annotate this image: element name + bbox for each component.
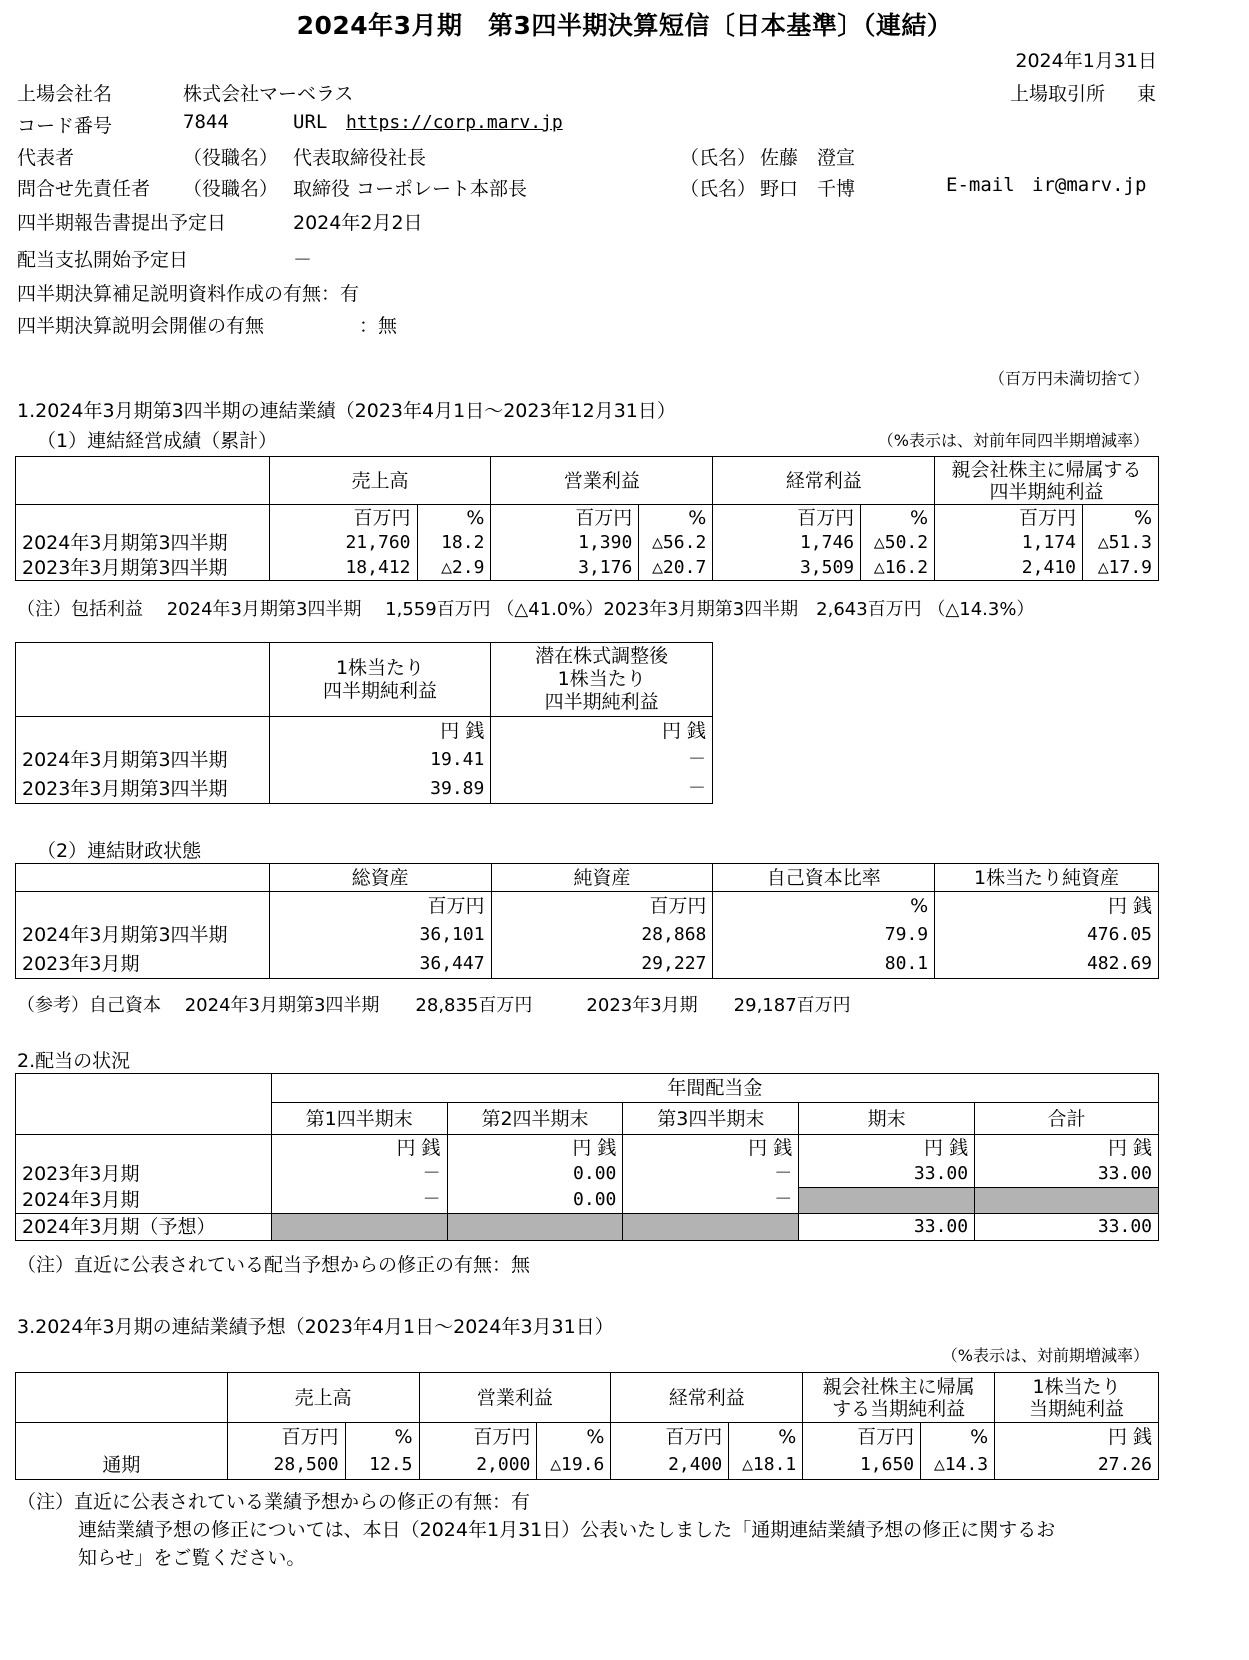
header-blank (16, 643, 270, 717)
header-net-profit-line1: 親会社株主に帰属 (822, 1375, 975, 1398)
company-name: 株式会社マーベラス (183, 83, 354, 105)
contact-name-label: （氏名） (680, 178, 757, 200)
contact-title: 取締役 コーポレート本部長 (293, 178, 528, 200)
header-ordinary-profit: 経常利益 (713, 457, 935, 505)
cell: 12.5 (345, 1451, 419, 1480)
header-net-profit (935, 457, 1159, 505)
unit-pct: % (639, 505, 713, 531)
header-equity-ratio: 自己資本比率 (713, 864, 935, 892)
unit-m: 百万円 (803, 1423, 921, 1452)
shaded-cell (447, 1214, 623, 1241)
briefing-label: 四半期決算説明会開催の有無 (17, 315, 265, 337)
table-row (16, 1451, 1159, 1480)
cell: － (623, 1187, 799, 1214)
cell: － (271, 1161, 447, 1187)
issue-date: 2024年1月31日 (1015, 50, 1157, 72)
shaded-cell (799, 1187, 975, 1214)
cell: 28,868 (491, 920, 713, 949)
header-eps (269, 643, 491, 717)
header-year-end: 期末 (799, 1103, 975, 1135)
header-net-profit-line1: 親会社株主に帰属する (951, 458, 1142, 481)
unit-row-blank (16, 892, 270, 921)
cell: － (491, 774, 713, 804)
code-value: 7844 (183, 111, 229, 133)
row-label: 2023年3月期 (16, 949, 270, 979)
cell: 21,760 (269, 530, 417, 555)
table-row (16, 555, 1159, 581)
cell: △19.6 (537, 1451, 611, 1480)
unit-m: 百万円 (713, 505, 861, 531)
cell: － (491, 745, 713, 774)
header-eps-line2: 当期純利益 (1029, 1397, 1125, 1420)
row-label: 2024年3月期（予想） (16, 1214, 272, 1241)
table-row (16, 1214, 1159, 1241)
unit-pct: % (1082, 505, 1158, 531)
forecast-note-1: （注）直近に公表されている業績予想からの修正の有無：有 (17, 1491, 531, 1513)
unit-yen: 円 銭 (623, 1135, 799, 1162)
row-label: 2023年3月期第3四半期 (16, 774, 270, 804)
header-blank (16, 457, 270, 505)
header-net-profit (803, 1373, 995, 1423)
header-diluted-line3: 四半期純利益 (544, 691, 659, 713)
exchange-label: 上場取引所 (1010, 83, 1106, 105)
unit-cell: 百万円 (491, 892, 713, 921)
unit-row-blank (16, 1423, 228, 1452)
row-label: 通期 (16, 1451, 228, 1480)
unit-pct: % (417, 505, 491, 531)
header-blank (16, 864, 270, 892)
forecast-note-2: 連結業績予想の修正については、本日（2024年1月31日）公表いたしました「通期連結業績予想の修正に関するお (78, 1519, 1056, 1541)
unit-pct: % (861, 505, 935, 531)
company-url-link[interactable]: https://corp.marv.jp (346, 112, 563, 133)
section1-pct-note: （%表示は、対前年同四半期増減率） (877, 431, 1149, 450)
unit-m: 百万円 (227, 1423, 345, 1452)
cell: 36,101 (269, 920, 491, 949)
cell: 29,227 (491, 949, 713, 979)
header-eps (995, 1373, 1159, 1423)
section1-sub2: （2）連結財政状態 (37, 840, 202, 862)
cell: － (271, 1187, 447, 1214)
header-eps-line1: 1株当たり (1032, 1375, 1121, 1398)
cell: 18,412 (269, 555, 417, 581)
unit-row-blank (16, 505, 270, 531)
cell: 2,410 (935, 555, 1083, 581)
code-label: コード番号 (17, 115, 113, 137)
header-net-profit-line2: 四半期純利益 (989, 480, 1104, 503)
row-label: 2023年3月期第3四半期 (16, 555, 270, 581)
rep-title: 代表取締役社長 (293, 147, 427, 169)
header-sales: 売上高 (227, 1373, 419, 1423)
cell: △20.7 (639, 555, 713, 581)
dividend-date-label: 配当支払開始予定日 (17, 249, 189, 271)
rounding-note: （百万円未満切捨て） (988, 369, 1149, 388)
unit-m: 百万円 (419, 1423, 537, 1452)
header-net-profit-line2: する当期純利益 (832, 1397, 966, 1420)
section1-heading: 1.2024年3月期第3四半期の連結業績（2023年4月1日～2023年12月31日） (17, 400, 676, 422)
unit-m: 百万円 (491, 505, 639, 531)
header-diluted-eps (491, 643, 713, 717)
report-date: 2024年2月2日 (293, 212, 423, 234)
briefing-value: ：無 (359, 315, 398, 337)
cell: 0.00 (447, 1187, 623, 1214)
cell: 2,000 (419, 1451, 537, 1480)
comprehensive-income-note: （注）包括利益 2024年3月期第3四半期 1,559百万円 （△41.0%）2023年3月期第3四半期 2,643百万円 （△14.3%） (17, 599, 1035, 620)
cell: － (623, 1161, 799, 1187)
exchange-value: 東 (1137, 83, 1157, 105)
cell: 80.1 (713, 949, 935, 979)
unit-yen: 円 銭 (271, 1135, 447, 1162)
row-label: 2024年3月期第3四半期 (16, 530, 270, 555)
eps-table (15, 642, 713, 804)
cell: 33.00 (975, 1214, 1159, 1241)
cell: 1,174 (935, 530, 1083, 555)
forecast-note-3: 知らせ」をご覧ください。 (78, 1547, 306, 1569)
cell: 482.69 (935, 949, 1159, 979)
unit-pct: % (729, 1423, 803, 1452)
table-row (16, 745, 713, 774)
cell: 1,746 (713, 530, 861, 555)
forecast-table (15, 1372, 1159, 1480)
document-title: 2024年3月期 第3四半期決算短信〔日本基準〕（連結） (296, 11, 953, 40)
cell: △17.9 (1082, 555, 1158, 581)
header-eps-line1: 1株当たり (335, 656, 425, 679)
unit-m: 百万円 (935, 505, 1083, 531)
cell: △51.3 (1082, 530, 1158, 555)
cell: 36,447 (269, 949, 491, 979)
table-row (16, 1161, 1159, 1187)
cell: △14.3 (921, 1451, 995, 1480)
header-q1: 第1四半期末 (271, 1103, 447, 1135)
unit-yen: 円 銭 (975, 1135, 1159, 1162)
cell: 33.00 (799, 1161, 975, 1187)
header-diluted-line2: 1株当たり (557, 668, 646, 690)
email-link[interactable]: ir@marv.jp (1032, 174, 1147, 196)
supplement-label: 四半期決算補足説明資料作成の有無：有 (17, 283, 360, 305)
header-total-assets: 総資産 (269, 864, 491, 892)
table-row (16, 949, 1159, 979)
cell: 28,500 (227, 1451, 345, 1480)
unit-m: 百万円 (269, 505, 417, 531)
row-label: 2023年3月期 (16, 1161, 272, 1187)
header-annual-dividend: 年間配当金 (271, 1074, 1158, 1103)
rep-title-label: （役職名） (183, 147, 279, 169)
header-eps-line2: 四半期純利益 (322, 679, 437, 702)
unit-m: 百万円 (611, 1423, 729, 1452)
unit-yen: 円 銭 (269, 717, 491, 746)
row-label: 2024年3月期 (16, 1187, 272, 1214)
cell: 79.9 (713, 920, 935, 949)
section2-heading: 2.配当の状況 (17, 1050, 131, 1072)
dividend-date: － (293, 249, 313, 271)
cell: 1,390 (491, 530, 639, 555)
unit-yen: 円 銭 (491, 717, 713, 746)
cell: 39.89 (269, 774, 491, 804)
cell: 3,176 (491, 555, 639, 581)
cell: 33.00 (975, 1161, 1159, 1187)
header-bps: 1株当たり純資産 (935, 864, 1159, 892)
header-operating-profit: 営業利益 (419, 1373, 611, 1423)
unit-cell: 円 銭 (935, 892, 1159, 921)
operating-results-table (15, 456, 1159, 581)
header-q3: 第3四半期末 (623, 1103, 799, 1135)
header-blank (16, 1074, 272, 1135)
contact-label: 問合せ先責任者 (17, 178, 151, 200)
cell: △50.2 (861, 530, 935, 555)
header-ordinary-profit: 経常利益 (611, 1373, 803, 1423)
cell: △2.9 (417, 555, 491, 581)
table-row (16, 1187, 1159, 1214)
cell: △18.1 (729, 1451, 803, 1480)
cell: 2,400 (611, 1451, 729, 1480)
unit-row-blank (16, 717, 270, 746)
header-total: 合計 (975, 1103, 1159, 1135)
dividend-note: （注）直近に公表されている配当予想からの修正の有無：無 (17, 1254, 531, 1276)
header-diluted-line1: 潜在株式調整後 (535, 645, 669, 667)
contact-name: 野口 千博 (760, 178, 856, 200)
header-q2: 第2四半期末 (447, 1103, 623, 1135)
url-label: URL (293, 111, 328, 133)
header-operating-profit: 営業利益 (491, 457, 713, 505)
unit-pct: % (345, 1423, 419, 1452)
cell: △16.2 (861, 555, 935, 581)
unit-yen: 円 銭 (799, 1135, 975, 1162)
cell: 19.41 (269, 745, 491, 774)
cell: 33.00 (799, 1214, 975, 1241)
unit-cell: 百万円 (269, 892, 491, 921)
dividend-table (15, 1073, 1159, 1241)
section3-pct-note: （%表示は、対前期増減率） (941, 1346, 1149, 1365)
row-label: 2024年3月期第3四半期 (16, 920, 270, 949)
unit-pct: % (921, 1423, 995, 1452)
unit-yen: 円 銭 (447, 1135, 623, 1162)
row-label: 2024年3月期第3四半期 (16, 745, 270, 774)
table-row (16, 774, 713, 804)
shaded-cell (623, 1214, 799, 1241)
shaded-cell (271, 1214, 447, 1241)
header-net-assets: 純資産 (491, 864, 713, 892)
header-blank (16, 1373, 228, 1423)
rep-name-label: （氏名） (680, 147, 757, 169)
unit-yen: 円 銭 (995, 1423, 1159, 1452)
company-name-label: 上場会社名 (17, 83, 113, 105)
cell: 3,509 (713, 555, 861, 581)
cell: 0.00 (447, 1161, 623, 1187)
financial-position-table (15, 863, 1159, 979)
report-date-label: 四半期報告書提出予定日 (17, 212, 227, 234)
cell: 1,650 (803, 1451, 921, 1480)
section1-sub1: （1）連結経営成績（累計） (37, 430, 278, 452)
email-label: E-mail (946, 174, 1015, 196)
table-row (16, 530, 1159, 555)
cell: △56.2 (639, 530, 713, 555)
unit-pct: % (537, 1423, 611, 1452)
cell: 27.26 (995, 1451, 1159, 1480)
header-sales: 売上高 (269, 457, 491, 505)
unit-cell: % (713, 892, 935, 921)
unit-row-blank (16, 1135, 272, 1162)
section3-heading: 3.2024年3月期の連結業績予想（2023年4月1日～2024年3月31日） (17, 1316, 614, 1338)
table-row (16, 920, 1159, 949)
equity-note: （参考）自己資本 2024年3月期第3四半期 28,835百万円 2023年3月期 29,187百万円 (17, 995, 851, 1016)
rep-name: 佐藤 澄宣 (760, 147, 856, 169)
cell: 476.05 (935, 920, 1159, 949)
contact-title-label: （役職名） (183, 178, 279, 200)
rep-label: 代表者 (17, 147, 75, 169)
cell: 18.2 (417, 530, 491, 555)
shaded-cell (975, 1187, 1159, 1214)
